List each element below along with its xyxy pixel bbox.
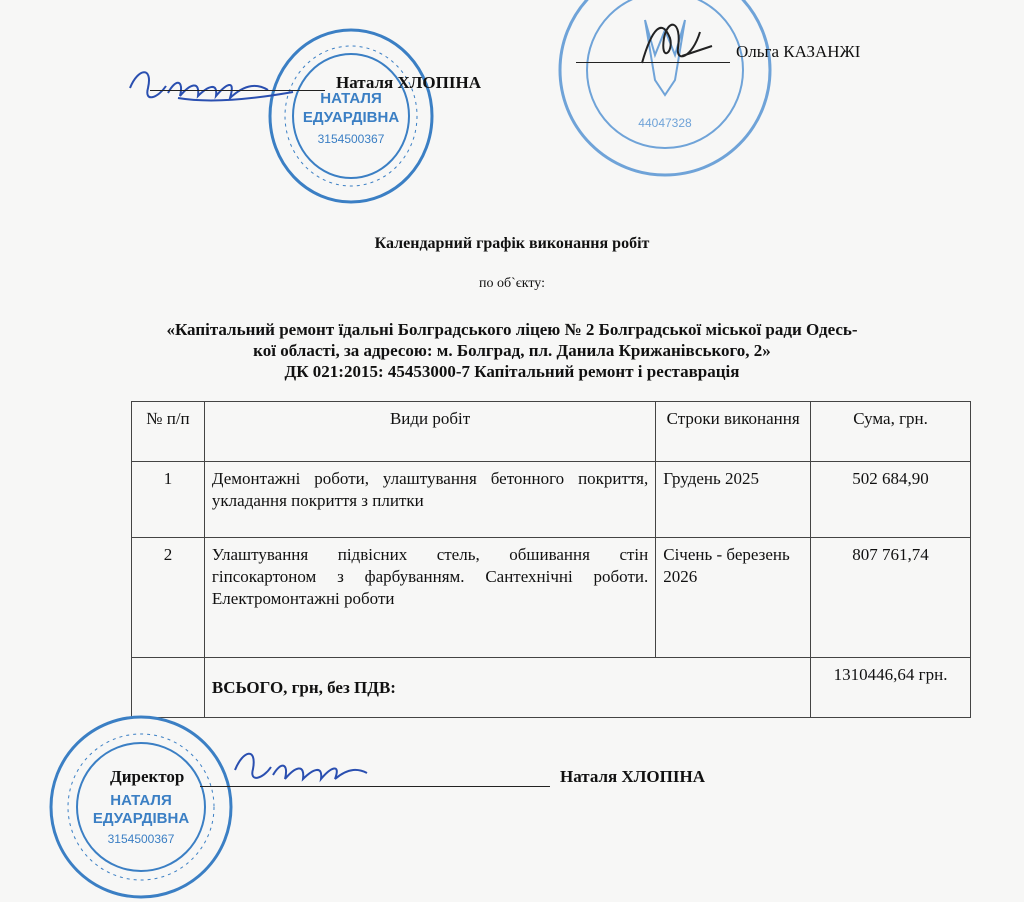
table-total-row <box>132 658 971 718</box>
row-sum: 502 684,90 <box>811 462 971 538</box>
document-title: Календарний графік виконання робіт <box>374 235 650 252</box>
row-terms: Грудень 2025 <box>656 462 811 538</box>
stamp-name-line1: НАТАЛЯ <box>320 90 382 107</box>
total-label: ВСЬОГО, грн, без ПДВ: <box>204 658 810 718</box>
stamp-name-line2: ЕДУАРДІВНА <box>302 109 400 126</box>
object-line-2: кої області, за адресою: м. Болград, пл. Данила Крижанівського, 2» <box>253 341 771 360</box>
total-value: 1310446,64 грн. <box>811 658 971 718</box>
footer-name: Наталя ХЛОПІНА <box>560 767 705 786</box>
table-header-row <box>132 402 971 462</box>
stamp-code: 3154500367 <box>317 132 385 146</box>
document-subtitle: по об`єкту: <box>478 276 546 291</box>
stamp-name-line2: ЕДУАРДІВНА <box>92 810 190 827</box>
object-line-1: «Капітальний ремонт їдальні Болградського ліцею № 2 Болградської міської ради Одесь- <box>166 320 858 339</box>
stamp-code: 3154500367 <box>107 832 175 846</box>
object-line-3: ДК 021:2015: 45453000-7 Капітальний ремонт і реставрація <box>284 362 740 381</box>
signature-line-left <box>150 90 325 91</box>
footer-position: Директор <box>110 767 185 786</box>
row-works: Демонтажні роботи, улаштування бетонного покриття, укладання покриття з плитки <box>204 462 655 538</box>
row-terms: Січень - березень 2026 <box>656 538 811 658</box>
stamp-name-line1: НАТАЛЯ <box>110 792 172 809</box>
signature-right-top <box>612 8 732 78</box>
table-row <box>132 462 971 538</box>
header-sum: Сума, грн. <box>811 402 971 462</box>
approval-left-name: Наталя ХЛОПІНА <box>336 73 481 92</box>
table-row <box>132 538 971 658</box>
signature-line-right <box>576 62 730 63</box>
approval-right-name: Ольга КАЗАНЖІ <box>736 42 861 61</box>
schedule-table <box>131 401 971 718</box>
header-num: № п/п <box>132 402 205 462</box>
row-works: Улаштування підвісних стель, обшивання стін гіпсокартоном з фарбуванням. Сантехнічні роботи. Електромонтажні роботи <box>204 538 655 658</box>
row-num: 1 <box>132 462 205 538</box>
row-sum: 807 761,74 <box>811 538 971 658</box>
signature-left-top <box>118 48 318 118</box>
header-terms: Строки виконання <box>656 402 811 462</box>
stamp-council-code: 44047328 <box>638 116 692 130</box>
stamp-entrepreneur-bottom <box>46 712 236 902</box>
signature-line-bottom <box>200 786 550 787</box>
row-num: 2 <box>132 538 205 658</box>
header-works: Види робіт <box>204 402 655 462</box>
